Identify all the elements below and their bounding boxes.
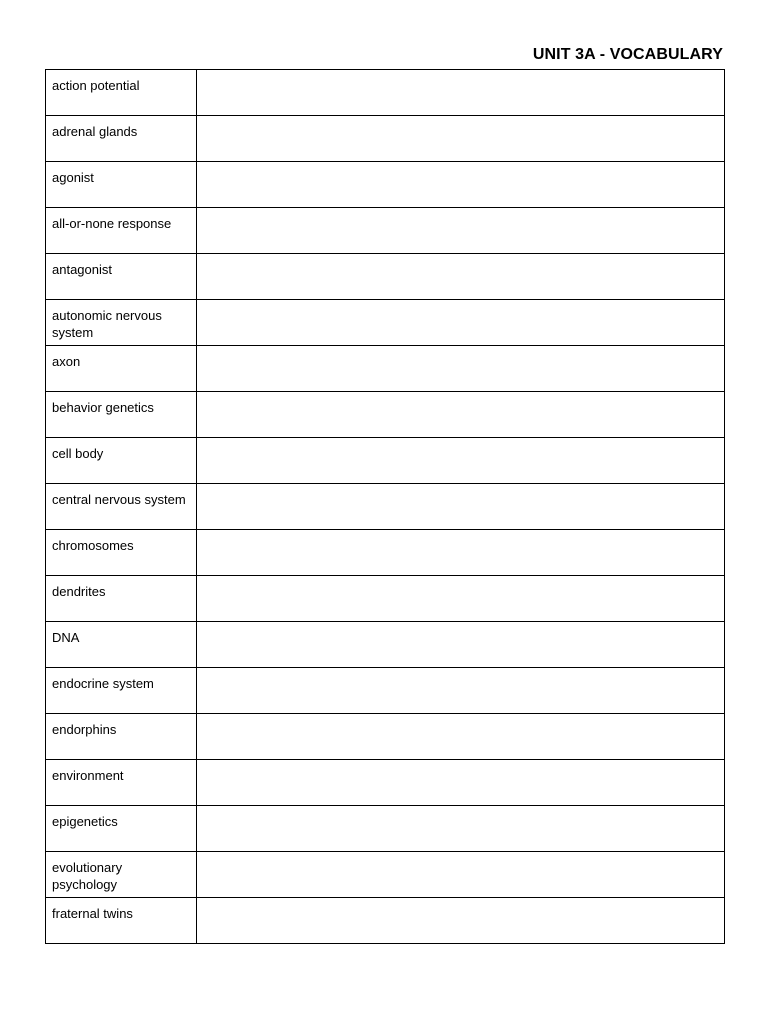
vocabulary-row [46,852,725,898]
vocabulary-table-body [46,70,725,944]
vocabulary-row [46,668,725,714]
vocabulary-row [46,162,725,208]
vocabulary-row [46,392,725,438]
vocabulary-definition-field[interactable] [197,760,725,806]
vocabulary-term: cell body [46,438,197,484]
vocabulary-definition-field[interactable] [197,254,725,300]
vocabulary-definition-field[interactable] [197,162,725,208]
vocabulary-row [46,116,725,162]
vocabulary-term: autonomic nervous system [46,300,197,346]
vocabulary-definition-field[interactable] [197,484,725,530]
vocabulary-term: all-or-none response [46,208,197,254]
vocabulary-row [46,760,725,806]
vocabulary-definition-field[interactable] [197,806,725,852]
vocabulary-row [46,208,725,254]
vocabulary-row [46,898,725,944]
vocabulary-definition-field[interactable] [197,438,725,484]
vocabulary-definition-field[interactable] [197,668,725,714]
vocabulary-term: action potential [46,70,197,116]
vocabulary-row [46,714,725,760]
vocabulary-definition-field[interactable] [197,208,725,254]
vocabulary-table [45,69,725,944]
vocabulary-term: adrenal glands [46,116,197,162]
vocabulary-row [46,438,725,484]
vocabulary-term: chromosomes [46,530,197,576]
vocabulary-row [46,484,725,530]
vocabulary-term: behavior genetics [46,392,197,438]
vocabulary-term: endorphins [46,714,197,760]
vocabulary-term: evolutionary psychology [46,852,197,898]
vocabulary-definition-field[interactable] [197,300,725,346]
vocabulary-term: epigenetics [46,806,197,852]
vocabulary-term: fraternal twins [46,898,197,944]
vocabulary-row [46,806,725,852]
vocabulary-definition-field[interactable] [197,392,725,438]
vocabulary-definition-field[interactable] [197,852,725,898]
vocabulary-row [46,576,725,622]
vocabulary-row [46,300,725,346]
vocabulary-term: axon [46,346,197,392]
vocabulary-term: DNA [46,622,197,668]
vocabulary-definition-field[interactable] [197,898,725,944]
vocabulary-row [46,530,725,576]
page-title: UNIT 3A - VOCABULARY [532,46,723,63]
vocabulary-definition-field[interactable] [197,714,725,760]
vocabulary-term: antagonist [46,254,197,300]
vocabulary-definition-field[interactable] [197,116,725,162]
vocabulary-definition-field[interactable] [197,576,725,622]
vocabulary-term: agonist [46,162,197,208]
vocabulary-definition-field[interactable] [197,622,725,668]
vocabulary-definition-field[interactable] [197,530,725,576]
vocabulary-definition-field[interactable] [197,70,725,116]
vocabulary-term: dendrites [46,576,197,622]
vocabulary-row [46,254,725,300]
vocabulary-term: endocrine system [46,668,197,714]
vocabulary-term: central nervous system [46,484,197,530]
vocabulary-term: environment [46,760,197,806]
vocabulary-definition-field[interactable] [197,346,725,392]
vocabulary-row [46,622,725,668]
vocabulary-row [46,70,725,116]
vocabulary-row [46,346,725,392]
